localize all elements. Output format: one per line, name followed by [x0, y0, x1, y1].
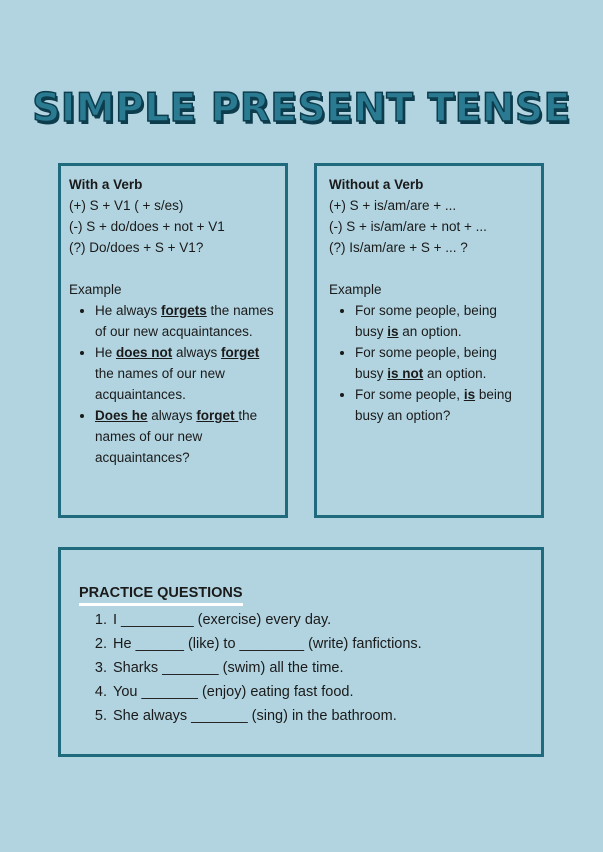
- underlined-verb: is: [463, 387, 476, 402]
- example-list: [69, 300, 277, 468]
- example-text: For some people, being busy: [355, 345, 497, 381]
- example-label: Example: [69, 282, 122, 297]
- example-item: [95, 405, 277, 468]
- example-text: For some people, being busy: [355, 303, 497, 339]
- underlined-verb: Does he: [95, 408, 148, 423]
- example-list: [329, 300, 529, 426]
- formula-positive: (+) S + is/am/are + ...: [329, 198, 457, 213]
- practice-question: 3. Sharks _______ (swim) all the time.: [111, 656, 523, 680]
- example-text: an option.: [398, 324, 462, 339]
- practice-box: [58, 547, 544, 757]
- example-text: For some people,: [355, 387, 464, 402]
- example-item: [355, 300, 529, 342]
- underlined-verb: does not: [116, 345, 173, 360]
- page-title: SIMPLE PRESENT TENSE: [32, 86, 571, 131]
- underlined-verb: forgets: [161, 303, 207, 318]
- without-verb-heading: Without a Verb: [329, 177, 424, 192]
- example-text: always: [172, 345, 222, 360]
- example-label: Example: [329, 282, 382, 297]
- practice-question: 4. You _______ (enjoy) eating fast food.: [111, 680, 523, 704]
- example-text: He always: [95, 303, 162, 318]
- example-text: He: [95, 345, 117, 360]
- formula-negative: (-) S + do/does + not + V1: [69, 219, 225, 234]
- without-verb-box: [314, 163, 544, 518]
- practice-question: 2. He ______ (like) to ________ (write) fanfictions.: [111, 632, 523, 656]
- formula-positive: (+) S + V1 ( + s/es): [69, 198, 184, 213]
- practice-heading: PRACTICE QUESTIONS: [79, 583, 243, 606]
- example-text: the names of our new acquaintances?: [95, 408, 258, 465]
- practice-question: 1. I _________ (exercise) every day.: [111, 608, 523, 632]
- with-verb-heading: With a Verb: [69, 177, 143, 192]
- underlined-verb: forget: [196, 408, 239, 423]
- example-text: always: [147, 408, 197, 423]
- formula-question: (?) Is/am/are + S + ... ?: [329, 240, 468, 255]
- example-item: [95, 342, 277, 405]
- underlined-verb: is not: [387, 366, 424, 381]
- practice-question: 5. She always _______ (sing) in the bathroom.: [111, 704, 523, 728]
- example-text: the names of our new acquaintances.: [95, 366, 225, 402]
- formula-negative: (-) S + is/am/are + not + ...: [329, 219, 487, 234]
- example-text: being busy an option?: [355, 387, 512, 423]
- example-item: [355, 384, 529, 426]
- with-verb-box: [58, 163, 288, 518]
- example-text: the names of our new acquaintances.: [95, 303, 274, 339]
- example-item: [355, 342, 529, 384]
- practice-list: [79, 608, 523, 728]
- underlined-verb: is: [387, 324, 399, 339]
- example-item: [95, 300, 277, 342]
- formula-question: (?) Do/does + S + V1?: [69, 240, 204, 255]
- example-text: an option.: [423, 366, 487, 381]
- underlined-verb: forget: [221, 345, 260, 360]
